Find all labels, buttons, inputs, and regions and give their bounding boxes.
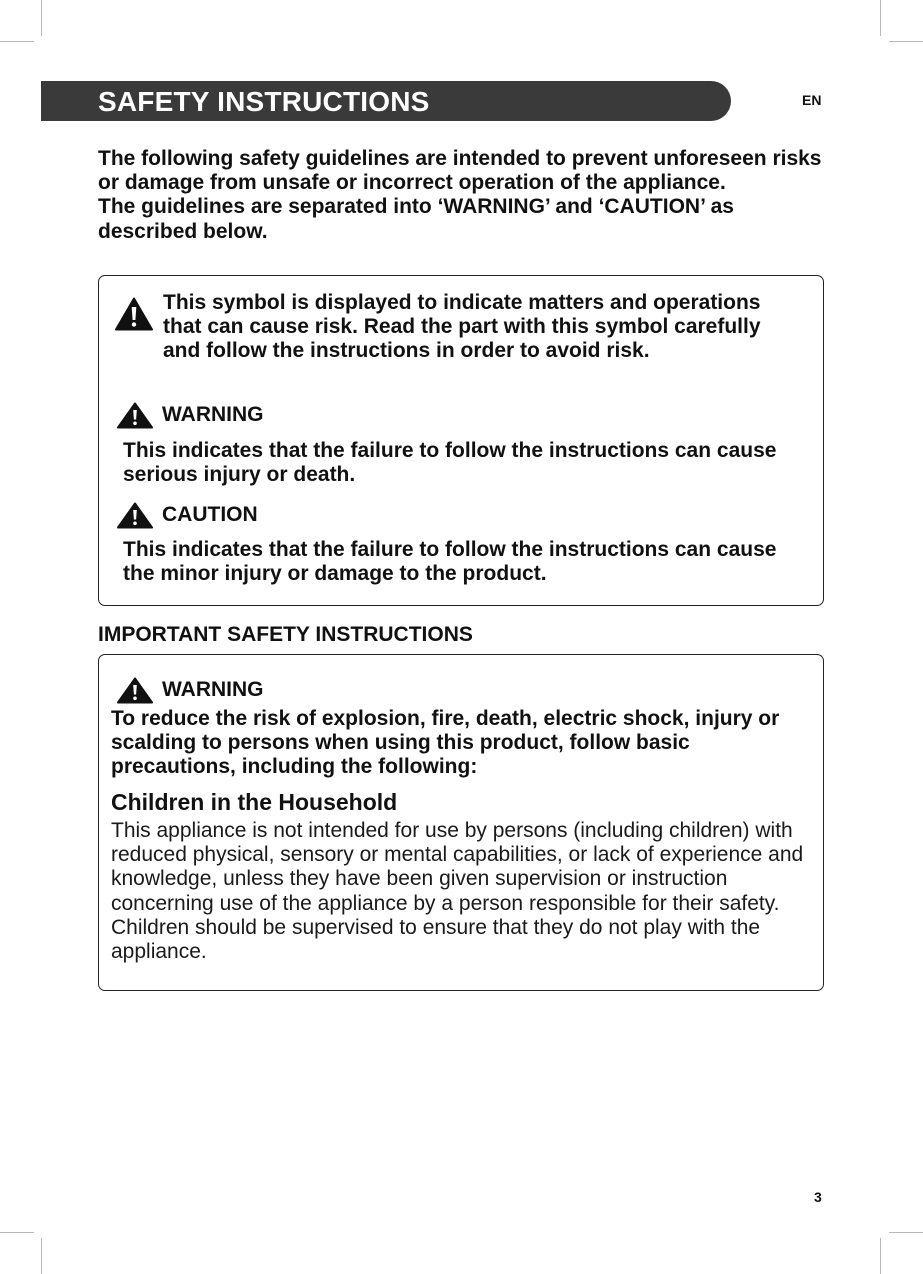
crop-mark <box>889 1232 923 1233</box>
crop-mark <box>41 0 42 36</box>
page-title: SAFETY INSTRUCTIONS <box>98 86 430 117</box>
warning-triangle-icon <box>117 502 153 529</box>
subsection-heading: Children in the Household <box>111 789 398 815</box>
section-heading: IMPORTANT SAFETY INSTRUCTIONS <box>98 623 473 646</box>
warning-label: WARNING <box>162 678 264 701</box>
caution-label: CAUTION <box>162 503 258 526</box>
language-code: EN <box>802 92 822 108</box>
intro-paragraph <box>98 147 838 244</box>
symbol-description: This symbol is displayed to indicate matters and operations that can cause risk. Read the part with this symbol carefully and follow the instructions in order to avoid risk. <box>163 291 761 363</box>
body-paragraph: This appliance is not intended for use by persons (including children) with reduced physical, sensory or mental capabilities, or lack of experience and knowledge, unless they have been given supervision or instruction concerning use of the appliance by a person responsible for their safety. Children should be supervised to ensure that they do not play with the appliance. <box>111 819 804 964</box>
warning-triangle-icon <box>117 402 153 429</box>
crop-mark <box>880 0 881 36</box>
warning-description: To reduce the risk of explosion, fire, death, electric shock, injury or scalding to persons when using this product, follow basic precautions, including the following: <box>111 707 780 779</box>
warning-triangle-icon <box>117 677 153 704</box>
warning-triangle-icon <box>115 297 153 331</box>
intro-line: The following safety guidelines are intended to prevent unforeseen risks or damage from unsafe or incorrect operation of the appliance. <box>98 147 822 195</box>
crop-mark <box>0 1232 34 1233</box>
intro-line: The guidelines are separated into ‘WARNING’ and ‘CAUTION’ as described below. <box>98 195 734 243</box>
page-number: 3 <box>814 1189 822 1205</box>
crop-mark <box>0 41 34 42</box>
crop-mark <box>889 41 923 42</box>
warning-label: WARNING <box>162 403 264 426</box>
crop-mark <box>880 1238 881 1274</box>
crop-mark <box>41 1238 42 1274</box>
warning-description: This indicates that the failure to follow the instructions can cause serious injury or death. <box>123 439 777 487</box>
caution-description: This indicates that the failure to follow the instructions can cause the minor injury or damage to the product. <box>123 538 777 586</box>
